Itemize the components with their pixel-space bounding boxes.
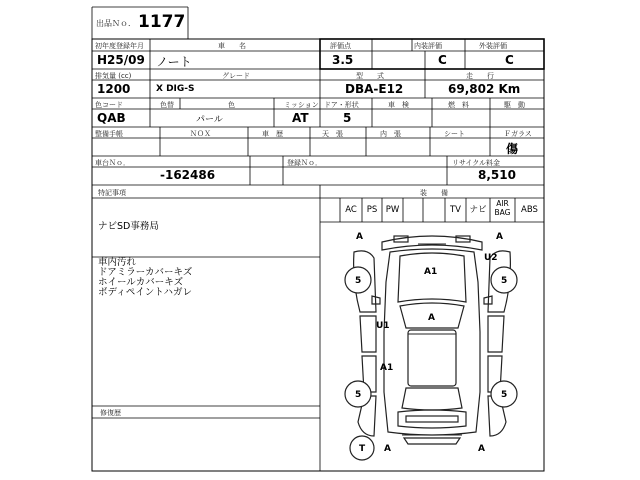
sunroof-label: 天 張 xyxy=(322,130,343,138)
chassis-label: 車台Ｎｏ． xyxy=(95,159,130,167)
remark-line-3: 車内汚れ xyxy=(98,257,137,268)
damage-left-front-door: U1 xyxy=(376,321,390,331)
lot-label: 出品Ｎｏ． xyxy=(96,19,136,28)
glass-label: Ｆガラス xyxy=(504,130,532,138)
doors-label: ドア・形状 xyxy=(324,101,359,109)
exterior-label: 外装評価 xyxy=(479,42,507,50)
color-change-label: 色替 xyxy=(160,101,174,109)
color-value: パール xyxy=(196,115,223,125)
damage-hood: A1 xyxy=(424,267,438,277)
tyre-front-right: 5 xyxy=(501,276,508,286)
exterior-value: C xyxy=(505,53,514,67)
first-reg-label: 初年度登録年月 xyxy=(95,42,144,50)
equip-ac: AC xyxy=(345,205,357,215)
tyre-rear-left: 5 xyxy=(355,390,362,400)
tyre-front-left: 5 xyxy=(355,276,362,286)
fuel-label: 燃 料 xyxy=(448,101,469,109)
color-label: 色 xyxy=(228,101,235,109)
lot-number: 1177 xyxy=(138,12,186,32)
chassis-value: -162486 xyxy=(160,168,216,182)
history-label: 車 歴 xyxy=(262,130,283,138)
equip-abs: ABS xyxy=(521,205,538,215)
drive-label: 駆 動 xyxy=(504,101,525,109)
equip-tv: TV xyxy=(449,205,461,215)
damage-front-left: A xyxy=(356,232,363,242)
interior-value: C xyxy=(438,53,447,67)
remark-line-6: ボディペイントハガレ xyxy=(98,287,193,298)
color-code-value: QAB xyxy=(97,111,126,125)
nox-label: ＮＯＸ xyxy=(190,130,211,138)
equipment-label: 装 備 xyxy=(420,189,448,197)
displacement-label: 排気量 (cc) xyxy=(95,72,132,80)
mileage-label: 走 行 xyxy=(466,72,494,80)
transmission-label: ミッション xyxy=(284,101,319,109)
score-label: 評価点 xyxy=(330,42,351,50)
recycle-value: 8,510 xyxy=(478,168,516,182)
remark-line-4: ドアミラーカバーキズ xyxy=(98,267,193,278)
equip-ps: PS xyxy=(366,205,378,215)
manual-label: 整備手帳 xyxy=(95,130,123,138)
interior-label: 内装評価 xyxy=(414,42,442,50)
remark-line-5: ホイールカバーキズ xyxy=(98,277,184,288)
tyre-rear-right: 5 xyxy=(501,390,508,400)
car-name-label: 車 名 xyxy=(218,42,246,50)
remark-line-1: ナビSD事務局 xyxy=(98,221,159,232)
seat-label: シート xyxy=(444,130,465,138)
reg-no-label: 登録Ｎｏ． xyxy=(287,159,322,167)
car-damage-diagram xyxy=(320,222,544,471)
doors-value: 5 xyxy=(343,111,352,125)
damage-left-rear-door: A1 xyxy=(380,363,394,373)
interior-trim-label: 内 張 xyxy=(380,130,401,138)
grade-label: グレード xyxy=(222,72,250,80)
car-name-value: ノート xyxy=(156,55,192,69)
equip-pw: PW xyxy=(385,205,400,215)
color-code-label: 色コード xyxy=(95,101,123,109)
remarks-label: 特記事項 xyxy=(98,189,126,197)
transmission-value: AT xyxy=(292,111,309,125)
score-value: 3.5 xyxy=(332,53,354,67)
mileage-value: 69,802 Km xyxy=(448,82,521,96)
inspection-label: 車 検 xyxy=(388,101,409,109)
spare-tyre: T xyxy=(359,444,366,454)
equip-navi: ナビ xyxy=(469,205,487,215)
glass-value: 傷 xyxy=(506,142,519,156)
equip-airbag: AIR BAG xyxy=(494,199,511,217)
first-reg-value: H25/09 xyxy=(97,53,145,67)
recycle-label: リサイクル料金 xyxy=(452,159,501,167)
model-value: DBA-E12 xyxy=(345,82,404,96)
grade-value: X DIG-S xyxy=(156,84,195,94)
model-label: 型 式 xyxy=(356,72,384,80)
damage-right-front-fender: U2 xyxy=(484,253,498,263)
damage-rear-left: A xyxy=(384,444,391,454)
repair-label: 修復歴 xyxy=(100,409,121,417)
damage-front-right: A xyxy=(496,232,503,242)
damage-rear-right: A xyxy=(478,444,485,454)
damage-windshield: A xyxy=(428,313,435,323)
displacement-value: 1200 xyxy=(97,82,131,96)
